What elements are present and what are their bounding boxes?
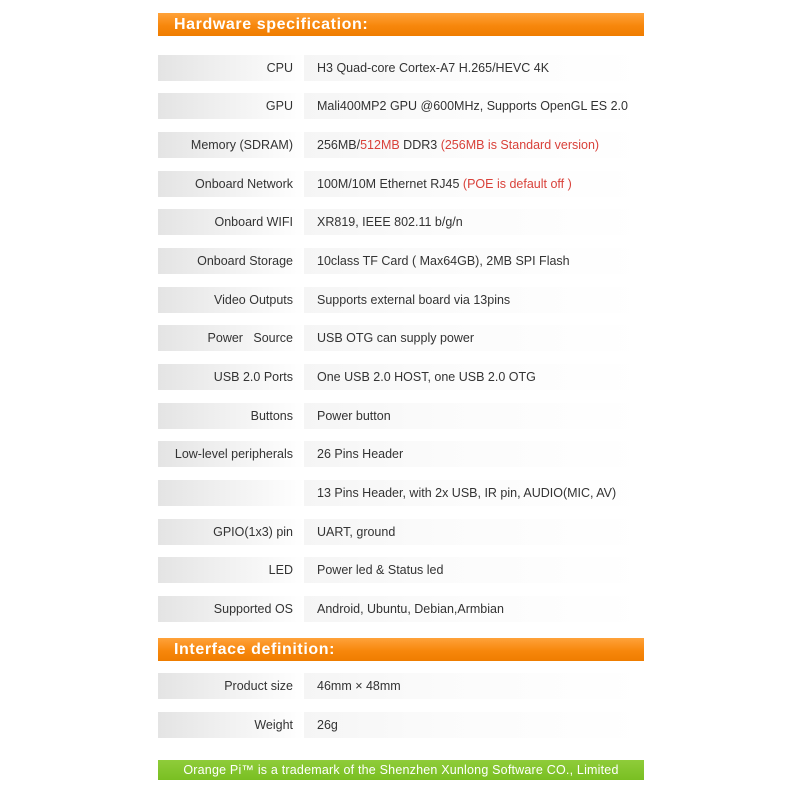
spec-value: UART, ground: [304, 519, 644, 545]
spec-label: USB 2.0 Ports: [158, 364, 304, 390]
spec-value: Supports external board via 13pins: [304, 287, 644, 313]
spec-row-power: [158, 325, 644, 351]
spec-row-network: [158, 171, 644, 197]
spec-sheet: [158, 0, 644, 800]
spec-value: [304, 171, 644, 197]
spec-row-video: [158, 287, 644, 313]
spec-row-memory: [158, 132, 644, 158]
spec-row-buttons: [158, 403, 644, 429]
spec-label: LED: [158, 557, 304, 583]
spec-label: Supported OS: [158, 596, 304, 622]
spec-label: Weight: [158, 712, 304, 738]
spec-row-gpu: [158, 93, 644, 119]
spec-label: Product size: [158, 673, 304, 699]
spec-label: Memory (SDRAM): [158, 132, 304, 158]
spec-row-wifi: [158, 209, 644, 235]
memory-value-note: (256MB is Standard version): [440, 138, 600, 152]
spec-value: One USB 2.0 HOST, one USB 2.0 OTG: [304, 364, 644, 390]
spec-label: GPU: [158, 93, 304, 119]
spec-label: Onboard Network: [158, 171, 304, 197]
memory-value-highlight: 512MB: [360, 138, 400, 152]
spec-row-led: [158, 557, 644, 583]
spec-row-cpu: [158, 55, 644, 81]
spec-value: 13 Pins Header, with 2x USB, IR pin, AUDIO(MIC, AV): [304, 480, 644, 506]
spec-value: Android, Ubuntu, Debian,Armbian: [304, 596, 644, 622]
network-value-base: 100M/10M Ethernet RJ45: [317, 177, 463, 191]
spec-value: 10class TF Card ( Max64GB), 2MB SPI Flash: [304, 248, 644, 274]
spec-label: Video Outputs: [158, 287, 304, 313]
spec-row-peripherals-extra: [158, 480, 644, 506]
hardware-section-header: Hardware specification:: [158, 13, 644, 36]
spec-row-peripherals: [158, 441, 644, 467]
spec-value: Power led & Status led: [304, 557, 644, 583]
memory-value-type: DDR3: [399, 138, 441, 152]
spec-label: CPU: [158, 55, 304, 81]
spec-row-size: [158, 673, 644, 699]
spec-row-gpio: [158, 519, 644, 545]
spec-label: GPIO(1x3) pin: [158, 519, 304, 545]
spec-label: [158, 480, 304, 506]
spec-value: [304, 132, 644, 158]
spec-value: 46mm × 48mm: [304, 673, 644, 699]
network-value-note: (POE is default off ): [462, 177, 572, 191]
spec-value: Power button: [304, 403, 644, 429]
spec-label: Onboard Storage: [158, 248, 304, 274]
spec-label: Onboard WIFI: [158, 209, 304, 235]
spec-row-usb: [158, 364, 644, 390]
spec-value: Mali400MP2 GPU @600MHz, Supports OpenGL ES 2.0: [304, 93, 644, 119]
spec-value: USB OTG can supply power: [304, 325, 644, 351]
spec-row-weight: [158, 712, 644, 738]
spec-row-storage: [158, 248, 644, 274]
spec-label: Low-level peripherals: [158, 441, 304, 467]
spec-row-os: [158, 596, 644, 622]
interface-section-header: Interface definition:: [158, 638, 644, 661]
spec-label: Buttons: [158, 403, 304, 429]
trademark-footer: Orange Pi™ is a trademark of the Shenzhen Xunlong Software CO., Limited: [158, 760, 644, 780]
spec-value: H3 Quad-core Cortex-A7 H.265/HEVC 4K: [304, 55, 644, 81]
memory-value-base: 256MB/: [317, 138, 361, 152]
spec-value: XR819, IEEE 802.11 b/g/n: [304, 209, 644, 235]
spec-label: Power Source: [158, 325, 304, 351]
spec-value: 26 Pins Header: [304, 441, 644, 467]
spec-value: 26g: [304, 712, 644, 738]
